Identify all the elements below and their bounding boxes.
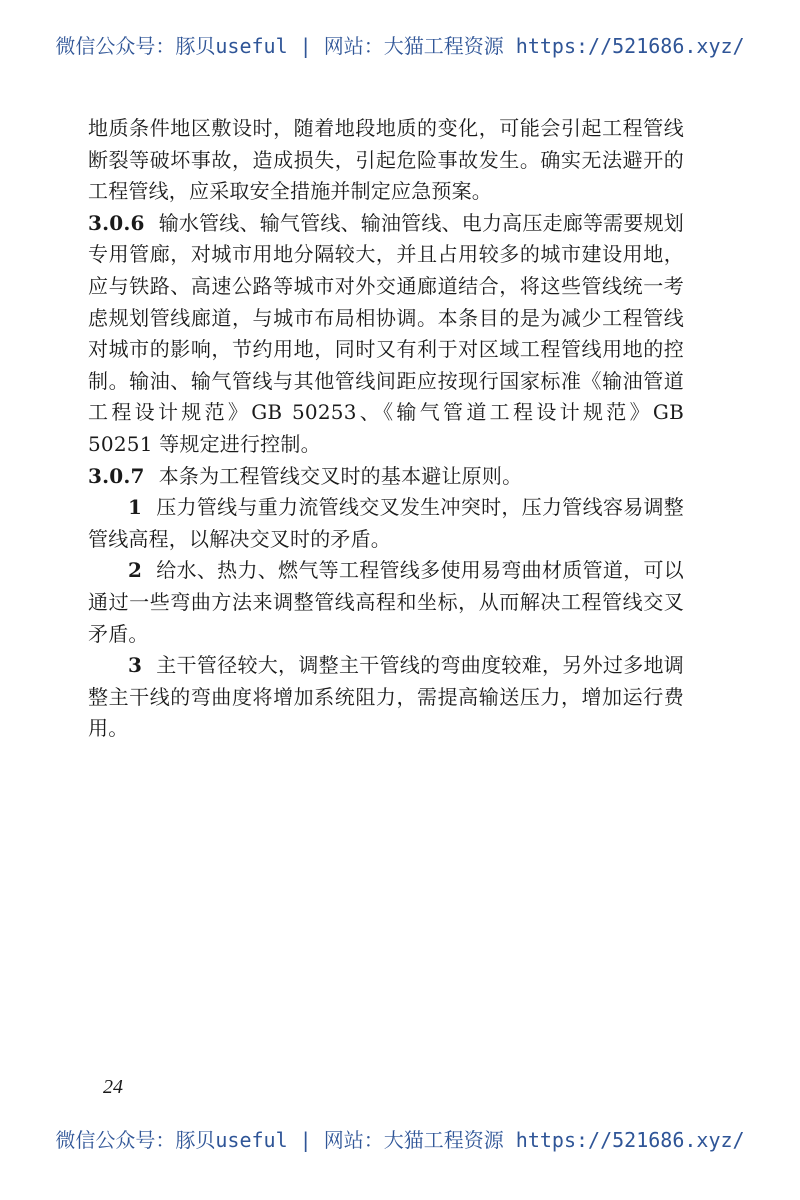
item-number: 2 [128,558,143,583]
continuation-paragraph: 地质条件地区敷设时，随着地段地质的变化，可能会引起工程管线断裂等破坏事故，造成损失，引起危险事故发生。确实无法避开的工程管线，应采取安全措施并制定应急预案。 [88,116,684,204]
clause-text: 输水管线、输气管线、输油管线、电力高压走廊等需要规划专用管廊，对城市用地分隔较大，并且占用较多的城市建设用地，应与铁路、高速公路等城市对外交通廊道结合，将这些管线统一考虑规划管线廊道，与城市布局相协调。本条目的是为减少工程管线对城市的影响，节约用地，同时又有利于对区域工程管线用地的控制。输油、输气管线与其他管线间距应按现行国家标准《输油管道工程设计规范》GB 50253、《输气管道工程设计规范》GB 50251 等规定进行控制。 [88,210,684,456]
item-number: 1 [128,495,143,520]
watermark-header: 微信公众号：豚贝useful | 网站：大猫工程资源 https://521686.xyz/ [55,34,745,58]
clause-number: 3.0.7 [88,463,145,488]
clause-text: 本条为工程管线交叉时的基本避让原则。 [158,463,523,488]
clause-3-0-6 [88,208,684,461]
item-number: 3 [128,653,143,678]
item-text: 主干管径较大，调整主干管线的弯曲度较难，另外过多地调整主干线的弯曲度将增加系统阻力，需提高输送压力，增加运行费用。 [88,653,684,741]
item-text: 给水、热力、燃气等工程管线多使用易弯曲材质管道，可以通过一些弯曲方法来调整管线高程和坐标，从而解决工程管线交叉矛盾。 [88,558,684,646]
list-item [88,555,684,650]
clause-number: 3.0.6 [88,210,145,235]
item-text: 压力管线与重力流管线交叉发生冲突时，压力管线容易调整管线高程，以解决交叉时的矛盾。 [88,495,684,551]
document-body [88,113,684,745]
page-number: 24 [103,1076,123,1098]
list-item [88,492,684,555]
watermark-footer: 微信公众号：豚贝useful | 网站：大猫工程资源 https://521686.xyz/ [55,1128,745,1152]
clause-3-0-7 [88,461,684,493]
list-item [88,650,684,745]
